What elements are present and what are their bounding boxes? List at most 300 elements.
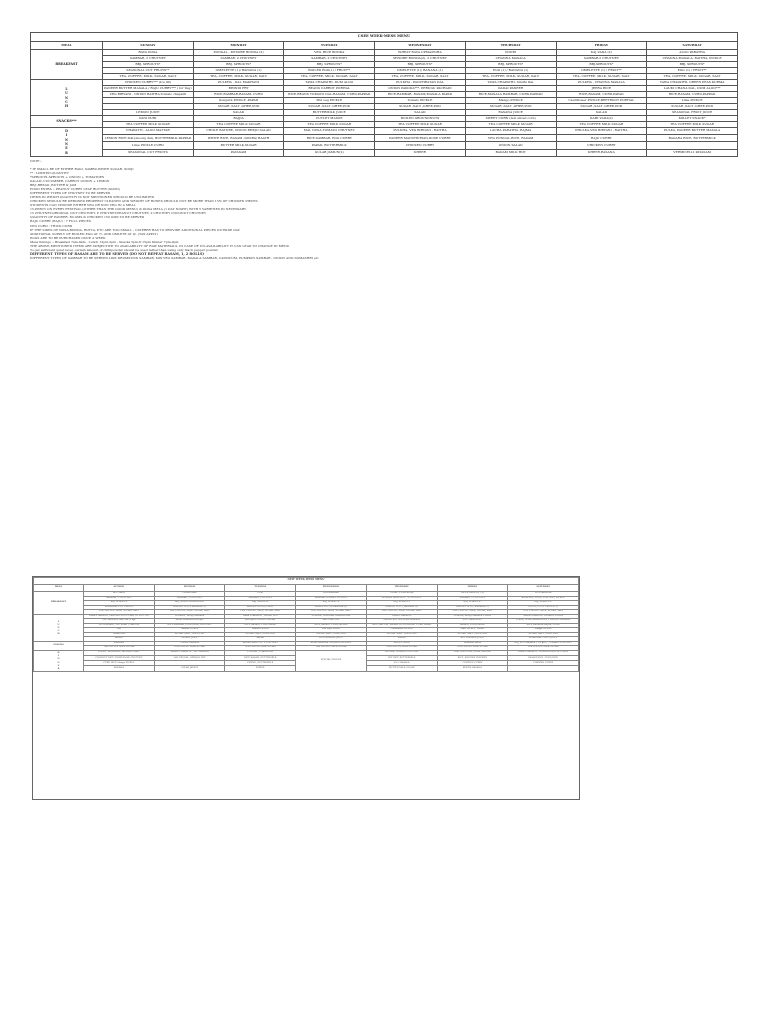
menu-cell: PULKHA , BHAJI MASALA: [154, 614, 225, 619]
menu-cell: SMALL CHAPATHI , VEG BIRYANI: [154, 650, 225, 655]
menu-cell: TEA COFFEE MILK SUGAR: [465, 122, 556, 128]
menu-cell: BBJ, VEG MASALA ( 1/2 pcs ) , TOMATO CHUTNEY: [508, 641, 579, 646]
menu-cell: BAJJIA: [193, 116, 284, 122]
menu-cell: SALAD: [375, 110, 466, 116]
menu-cell: KADAI PANEER: [465, 86, 556, 92]
menu-cell: BREAD ROLL (1) / 2 CHUTNEY: [225, 641, 296, 646]
menu-cell: BUTTERMILK JUICE: [437, 637, 508, 642]
menu-cell: PANEER BUTTER MASALA / RAJU CURRY*** ( for Veg): [104, 85, 192, 90]
menu-page-2: [32, 576, 580, 800]
menu-cell: PANEER MANCHURIAN,DOSE CURRY: [375, 135, 466, 142]
menu-cell: MILLET SNACK*: [647, 116, 738, 122]
menu-cell: SWEET CORN: [366, 641, 437, 646]
menu-cell: SAMBAR,PURMA CHUTNEY: [296, 596, 367, 601]
menu-cell: GULAB JAMUN(2): [284, 149, 375, 156]
header-friday: FRIDAY: [437, 584, 508, 592]
menu-cell: SALAD: [556, 110, 647, 116]
menu-cell: ALOO PARATHA: [647, 50, 738, 56]
menu-cell: UPMA / CHEA BHAJI: [366, 592, 437, 597]
menu-cell: [508, 666, 579, 671]
menu-cell: VEG. RICE BONDA: [284, 50, 375, 56]
menu-cell: IDLI & VADA (2), [S]: [437, 592, 508, 597]
menu-cell: SAMBAR, 2 CHUTNEY: [154, 596, 225, 601]
menu-cell: DAL GHEE DAL, DOSA, RAITHA: [437, 650, 508, 655]
menu-cell: PHULKA , CHANA DAL: [225, 650, 296, 655]
menu-cell: SUGAR ,SALT ,GHEE,POD: [437, 632, 508, 637]
menu-cell: OMELETTE (1)/ BANANA (1): [296, 605, 367, 610]
menu-cell: OMELETTE (1) / FRUIT**: [556, 68, 647, 74]
dinner-row: [31, 128, 738, 135]
menu-cell: TAWA CHAPATHI: [366, 614, 437, 619]
menu-cell: Cauliflower PICKLE: [366, 628, 437, 633]
menu-cell: PANI PURI: [103, 116, 194, 122]
menu-cell: OMELETTE (1)/ BANANA (1): [154, 605, 225, 610]
menu-cell: SUGAR ,SALT ,GHEE,POD: [556, 104, 647, 110]
note-line: VEG CURD : THICK CURD: [30, 223, 73, 228]
weekly-menu-table: [30, 32, 738, 157]
menu-cell: TAWA CHAPATHI , MIXED VEG: [225, 614, 296, 619]
menu-cell: RAVA DOSA: [103, 50, 194, 56]
header-sunday: SUNDAY: [84, 584, 155, 592]
dinner-meal-label: [31, 128, 103, 157]
menu-cell: RICE,DAL FRY, RASAM,BUTTERMILK, CURD,PAPAD: [366, 623, 437, 628]
menu-cell: Tomato PICKLE: [375, 98, 466, 104]
menu-cell: Lime PICKLE,CURD: [103, 142, 194, 149]
menu-cell: PULKHA , ANDHRA TOMATO DAL: [296, 614, 367, 619]
header-wednesday: WEDNESDAY: [375, 42, 466, 50]
menu-cell: RICE,RASAM, CURD,PAPPAD: [296, 623, 367, 628]
menu-cell: RICE,SAMBAR,CURD,DOSE,CHUTNEY: [154, 623, 225, 628]
menu-cell: TAWA CHAPATHI, CHAPATHI KOFTA CURRY: [508, 650, 579, 655]
menu-cell: TEA, COFFEE, MILK, SUGAR, SALT: [296, 610, 367, 615]
menu-cell: [647, 142, 738, 149]
menu-cell: LEMON JUICE: [154, 637, 225, 642]
menu-cell: SAMBAR, 2 CHUTNEY: [193, 56, 284, 62]
menu-cell: TEA, COFFEE, MILK, SUGAR, SALT: [437, 610, 508, 615]
snacks-meal-label-text: SNACKS: [53, 643, 64, 647]
menu-cell: ONION PAKODA***, PERUGU PACHADI: [375, 86, 466, 92]
menu-cell: PULKHA, VEG BIRYANI , RAITHA: [375, 128, 466, 135]
menu-cell: BUTTERMILK JUICE: [284, 110, 375, 116]
menu-cell: WHITE RICE, RASAM ,DOSRA/ BAATH: [193, 135, 284, 142]
menu-cell: BBJ, SPROUTS*: [647, 62, 738, 68]
note-line: *SPROUTS-SPROUTS + ONION + TOMATOES: [30, 174, 105, 179]
menu-cell: SUGAR ,SALT ,GHEE,POD: [225, 632, 296, 637]
menu-cell: KHEER: [375, 149, 466, 156]
menu-cell: EGG MASALA: [366, 661, 437, 666]
menu-cell: IDLI/SAMBAR: [296, 592, 367, 597]
menu-cell: Tomato PICKLE: [154, 628, 225, 633]
menu-cell: Tomato PICKLE: [225, 628, 296, 633]
menu-cell: KHEER: [225, 666, 296, 671]
menu-cell: Lime PICKLE: [647, 98, 738, 104]
menu-cell: BBJ, SPROUTS: [366, 601, 437, 606]
menu-cell: TORAI DAL: [84, 632, 155, 637]
menu-cell: VEG BIRYANI , ONION RAITHA,Tomato chapatti: [103, 92, 194, 98]
menu-cell: KHEER RASANA: [437, 666, 508, 671]
menu-cell: ALU VADA: [84, 592, 155, 597]
menu-cell: Mix veg PICKLE: [284, 98, 375, 104]
menu-cell: VEG PARATHA: [508, 592, 579, 597]
menu-cell: TEA, COFFEE, MILK, SUGAR, SALT: [225, 610, 296, 615]
menu-cell: EGG (1) / FRUIT**: [647, 68, 738, 74]
menu-cell: BBJ, SPROUTS: [225, 601, 296, 606]
note-line: ADDITIONAL SUPPLY OF BOILED EGG AT 7/- AND OMLETE AT 9/- (TAX APPLY): [30, 231, 158, 236]
menu-notes: [30, 159, 738, 260]
note-line: STUDENTS CAN CHOOSE EITHER VEG OR NON VEG IN A MEAL: [30, 203, 136, 208]
header-saturday: SATURDAY: [508, 584, 579, 592]
menu-cell: BBJ, SPROUTS*: [103, 62, 194, 68]
note-line: Mess timings :- Breakfast 7am-9am , Lunch 12pm-2pm , Snacks 5pm-6:15pm Dinner 7pm-9pm: [30, 239, 179, 244]
menu-cell: CUTLET MASOE: [284, 116, 375, 122]
menu-cell: RASANA JUICE: [465, 110, 556, 116]
note-line: THE ABOVE-MENTIONED ITEMS ARE SUBJECTIVE TO AVAILABILITY OF RAW MATERIALS. IN CASE OF UN-AVAILABILITY IT CAN LEAD TO CHANGE IN MENU: [30, 243, 290, 248]
header-friday: FRIDAY: [556, 42, 647, 50]
menu-cell: WHEAT RAVA UPMA/POHA: [375, 50, 466, 56]
lunch-meal-label: [34, 614, 84, 641]
header-monday: MONDAY: [193, 42, 284, 50]
menu-cell: SUGAR ,SALT ,GHEE,POD: [284, 104, 375, 110]
menu-cell: BBJ, SPROUTS: [84, 601, 155, 606]
menu-cell: EGG (1) / BANANA (1): [465, 68, 556, 74]
note-line: QUANTITY OF PANEER- 80 GMS & CHICKEN 150 GMS TO BE SERVED: [30, 215, 145, 220]
menu-cell: JEERA RICE: [556, 86, 647, 92]
menu-cell: KAJ VADA (2): [556, 50, 647, 56]
menu-cell: VERMICELLI PAYASAM: [647, 149, 738, 156]
menu-cell: BBJ, SPROUTS*: [284, 62, 375, 68]
snacks-meal-label-text: SNACKS***: [56, 118, 77, 123]
breakfast-meal-label: [31, 50, 103, 80]
menu-page-1: [30, 32, 738, 260]
menu-cell: LEMON RICE,DAL(moong dal), BUTTERMILK,PAPPAD: [103, 135, 194, 142]
menu-cell: RICE,RASAM, CURD,PAPAD: [225, 623, 296, 628]
menu-cell: OMELETTE (1), BANANA (1): [437, 605, 508, 610]
note-line: BBJ:-BREAD ,BUTTER & JAM: [30, 183, 77, 188]
header-meal: MEAL: [31, 42, 103, 50]
dinner-meal-label-text: DINNER: [65, 128, 68, 155]
breakfast-meal-label-text: BREAKFAST: [55, 61, 78, 66]
menu-cell: GULAB JAMUN: [154, 666, 225, 671]
menu-cell: RICE,SAMBAR, EGG CURRY: [284, 135, 375, 142]
menu-cell: PICKLE ,BUTTERMILK: [225, 661, 296, 666]
lunch-meal-label-text: LUNCH: [57, 619, 60, 636]
menu-cell: DAHI VADA(2): [556, 116, 647, 122]
menu-cell: PULKHA , PANCHRATAN DAL: [375, 80, 466, 86]
snacks-meal-label: [31, 116, 103, 128]
menu-cell: SAMBAR, 2 CHUTNEY: [284, 56, 375, 62]
header-wednesday: WEDNESDAY: [296, 584, 367, 592]
snacks-meal-label: [34, 641, 84, 650]
menu-cell: PULKHA , CHANNA MASALA: [556, 80, 647, 86]
menu-cell: EGG (1) / CUT FRUITS (1): [508, 605, 579, 610]
menu-cell: BBJ, SPROUTS: [296, 601, 367, 606]
menu-cell: ONION SALAD: [465, 142, 556, 149]
menu-cell: ONION BUTTER PEAS MASALA: [366, 619, 437, 624]
note-line: ** : LIMITED QUANTITY: [30, 170, 69, 175]
menu-cell: RASAM, CURD,PAPAD: [437, 623, 508, 628]
lunch-meal-label-text: LUNCH: [65, 86, 69, 109]
menu-cell: VEG. SAMPLING: [437, 619, 508, 624]
menu-cell: CHOLE PAKODA: [154, 641, 225, 646]
menu-cell: SAMBAR, 2 CHUTNEY: [437, 596, 508, 601]
menu-cell: BOILED EGG(1) / FRUIT**: [284, 68, 375, 74]
menu-cell: TEA COFFEE MILK SUGAR: [84, 646, 155, 651]
menu-cell: Lime PICKLE, PAPAD: [437, 628, 508, 633]
header-tuesday: TUESDAY: [225, 584, 296, 592]
menu-cell: BANANA: [84, 666, 155, 671]
note-line: SALAD:-CUCUMBER, CARROT, ONION + LEMON: [30, 178, 110, 183]
menu-cell: DAL FRY,DAL, BRINJAL FRY: [154, 655, 225, 660]
menu-cell: PULAV , KURMA BE TALUKA CURRY: [84, 650, 155, 655]
menu-cell: TEA COFFEE MILK SUGAR: [284, 122, 375, 128]
weekly-menu-table-2: [33, 577, 579, 672]
menu-cell: SEASONAL FRUIT JUICE: [508, 637, 579, 642]
menu-cell: MYSORE BONDA(2), 2 CHUTNEY: [375, 56, 466, 62]
menu-cell: TEA, COFFEE, MILK, SUGAR, SALT: [284, 74, 375, 80]
menu-cell: PULKHA, BHAJI MASALA CURRY: [437, 614, 508, 619]
menu-cell: LAUKI CHANA DAL, DUM ALOO***: [647, 86, 738, 92]
header-row-2: [34, 584, 579, 592]
menu-cell: TEA COFFEE MILK SUGAR: [437, 646, 508, 651]
note-line: NOTE:-: [30, 158, 42, 163]
menu-cell: PAPAD, BUTTERMILK: [284, 142, 375, 149]
menu-cell: SUGAR ,SALT ,GHEE,POD: [465, 104, 556, 110]
header-row: [31, 42, 738, 50]
menu-cell: TEA COFFEE MILK SUGAR: [225, 646, 296, 651]
menu-cell: CHICKEN CURRY: [437, 661, 508, 666]
menu-cell: PURI: [225, 592, 296, 597]
note-line: ITEMS IN WHICH QUANTITY IS NOT MENTIONED SHOULD BE UNLIMITED: [30, 195, 155, 200]
menu-cell: SAMOSA: [84, 641, 155, 646]
menu-cell: Gongura PICKLE ,PAPAD: [193, 98, 284, 104]
special-dinner-cell: SPECIAL DINNER: [296, 650, 367, 671]
menu-cell: TEA COFFEE MILK SUGAR: [375, 122, 466, 128]
menu-cell: SUGAR ,SALT ,GHEE,POD: [193, 104, 284, 110]
menu-cell: TEA COFFEE MILK SUGAR: [556, 122, 647, 128]
menu-cell: RICE,MASALA RAMBAR, CURD,PAPPAD: [465, 92, 556, 98]
menu-cell: TEA, COFFEE, MILK, SUGAR, SALT: [366, 610, 437, 615]
menu-cell: TEA, COFFEE, MILK, SUGAR, SALT: [465, 74, 556, 80]
menu-cell: PHULKA,VEG BIRYANI , RAITHA: [556, 128, 647, 135]
menu-cell: TEA, COFFEE, MILK, SUGAR, SALT: [556, 74, 647, 80]
menu-cell: TAWA CHAPATHI, DUM ALOO: [284, 80, 375, 86]
menu-cell: VEG PONGAL,RICE, RASAM: [465, 135, 556, 142]
note-line: DIFFERENT TYPES OF SAMBAR TO BE SERVED LIKE DRUMSTICK SAMBAR, MIX VEG SAMBAR, MASALA SAMBAR, CAPSICUM, PUMPKIN SAMBAR , ONION AND SOMASHRI etc: [30, 255, 319, 260]
menu-cell: CHICKEN CURRY: [508, 661, 579, 666]
menu-cell: SALAD: [366, 637, 437, 642]
menu-cell: BBJ, SPROUTS*: [193, 62, 284, 68]
menu-cell: CHAPATTI , ALOO MATTAR: [103, 128, 194, 135]
menu-cell: RICE,RAMBAR,RASAM, CURD: [193, 92, 284, 98]
menu-cell: BHINDI FRY: [193, 86, 284, 92]
menu-cell: ALOO MASALA BRINJAL: [154, 619, 225, 624]
menu-cell: SALAD: [84, 637, 155, 642]
menu-cell: TEA COFFEE MILK SUGAR: [193, 122, 284, 128]
menu-cell: SEASONAL FRUIT JUICE: [647, 110, 738, 116]
menu-cell: MYSORE BONDA (2) , 2 CHUTNEY: [366, 596, 437, 601]
menu-cell: VEG BIRYANI, RAITHA (1 ug): [84, 619, 155, 624]
menu-cell: MAL DOSA,TOMATO CHUTNEY: [284, 128, 375, 135]
note-line: EGGS ARE TO BE PURCHASED ONCE A WEEK: [30, 235, 106, 240]
menu-cell: PHULKA, TOMATO CHUTNEY: [366, 650, 437, 655]
menu-cell: Dal: [84, 628, 155, 633]
menu-cell: RAJU CURRY: [556, 135, 647, 142]
menu-table-body-2: [34, 592, 579, 671]
menu-cell: BOILED GROUNDNUTS: [375, 116, 466, 122]
menu-cell: TAWA CHAPATHI, GREEN PEAS KURMA: [647, 80, 738, 86]
header-meal: MEAL: [34, 584, 84, 592]
note-line: 15 CHUTNEY-ORIGINAL NUT CHUTNEY, P CHUTNEY,PEANUT CHUTNEY, 2 CHUTNEY COCONUT CHUTNEY: [30, 211, 207, 216]
menu-cell: RASAM,RICE, CURD,RICE: [508, 655, 579, 660]
menu-cell: SALAD: [193, 110, 284, 116]
header-sunday: SUNDAY: [103, 42, 194, 50]
menu-cell: LACHA PARATHA ,RAJMA: [465, 128, 556, 135]
note-line: * IF SMALL BE OF EITHER RAGI, SAMBU,WHITE SUGAR, SOOJI: [30, 166, 134, 171]
menu-cell: TAWA CHAPATHI, PANEER/ EGG CURRY (1/ VEG 1/2): [84, 614, 155, 619]
menu-cell: SEASONAL CUT FRUITS**: [103, 68, 194, 74]
menu-cell: TEA COFFEE MILK SUGAR: [508, 646, 579, 651]
note-line: IF THE SIDES OF DOSA,BONDA, ROTTA, ETC ARE TOO SMALL , CATERER HAS TO PROVIDE ADDITIONAL PIECES OUTSIDE DAY.: [30, 227, 241, 232]
menu-cell: TEA, COFFEE, MILK, SUGAR, SALT: [508, 610, 579, 615]
menu-cell: SAMBAR,2 CHUTNEY: [556, 56, 647, 62]
menu-cell: BBJ, SPROUTS*: [508, 601, 579, 606]
menu-cell: OMELETTE (1)/ BANANA (1): [193, 68, 284, 74]
menu-cell: Cauliflower PICKLE,BEETROOT PORIYAL: [556, 98, 647, 104]
menu-cell: RICE,RASAM, BUTTERMILK: [225, 655, 296, 660]
menu-cell: SAMBAR, 2 CHUTNEY: [103, 56, 194, 62]
header-thursday: THURSDAY: [366, 584, 437, 592]
menu-cell: CHANNA MASALA, RAITHA, PICKLE: [647, 56, 738, 62]
menu-cell: RICE,RAMBAR,BAJRA, CURD: [508, 623, 579, 628]
menu-cell: SUGAR ,SALT ,GHEE,POD: [647, 104, 738, 110]
menu-cell: BBJ, SPROUTS*: [375, 62, 466, 68]
dinner-meal-label-text: DINNER: [57, 650, 60, 670]
menu-cell: TAWA CHAPATHI, Sindhi Dal,: [465, 80, 556, 86]
header-tuesday: TUESDAY: [284, 42, 375, 50]
breakfast-meal-label-text: BREAKFAST: [50, 600, 67, 604]
menu-cell: SUGAR ,SALT ,GHEE,POD: [375, 104, 466, 110]
menu-cell: CHICKEN CURRY: [556, 142, 647, 149]
menu-cell: BBJ,SPROUTS*: [556, 62, 647, 68]
menu-cell: BADAM MILK HOT: [465, 149, 556, 156]
menu-cell: SALAD: [225, 637, 296, 642]
menu-cell: TEA COFFEE MILK SUGAR: [103, 122, 194, 128]
note-line: DIFFERENT TYPES OF RASAM ARE TO BE SERVED (DO NOT REPEAT RASAM, 1, 2 ROLLS): [30, 251, 205, 256]
menu-cell: TAWA CHAPATHI, TOMATO CURRY: [508, 614, 579, 619]
note-line: To get sufficient quiet level, certain amount of chillipowder should be used rather than using only black pepper powder.: [30, 247, 219, 252]
menu-cell: BEANS CARROT PORIYAL: [284, 86, 375, 92]
menu-cell: ROTI DAL FRY: [296, 619, 367, 624]
dinner-row: [31, 149, 738, 156]
menu-cell: RICE, ANDHRA CHICKEN: [437, 655, 508, 660]
menu-cell: TEA COFFEE MILK SUGAR: [154, 646, 225, 651]
menu-cell: SEASONAL CUT FRUITS: [103, 149, 194, 156]
menu-cell: TEA, COFFEE, MILK, SUGAR, SALT: [647, 74, 738, 80]
menu-cell: ALOO SAMOSA / ONION CHUTNEY: [296, 641, 367, 646]
menu-cell: TEA, COFFEE, MILK, SUGAR, SALT: [375, 74, 466, 80]
header-monday: MONDAY: [154, 584, 225, 592]
menu-cell: POORI/Tawa: [154, 592, 225, 597]
menu-cell: PAYASAM: [193, 149, 284, 156]
menu-cell: OMELETTE (1)/ BANANA (1): [375, 68, 466, 74]
menu-cell: CHICKEN CURRY*** (Ice 90): [103, 80, 194, 86]
menu-cell: ALOO-SEV, CURD, CHUTNEY, PICKLE: [508, 596, 579, 601]
header-thursday: THURSDAY: [465, 42, 556, 50]
menu-cell: BUTTERMILK JUICE: [296, 637, 367, 642]
menu-cell: BBJ, SPROUTS*: [465, 62, 556, 68]
note-line: 15-PERCY ON EVERY FESTIVAL (OTHER THAN THE GOOD MENU) & DOSA MELA (1 DAY NIGHT) WITH 5 VARIETIES IN NECESSARY: [30, 207, 247, 212]
menu-cell: LEMON JUICE: [103, 110, 194, 116]
menu-table-body: [31, 50, 738, 156]
menu-cell: BAGARA RICE, BUTTERMILK: [647, 135, 738, 142]
header-saturday: SATURDAY: [647, 42, 738, 50]
menu-cell: SUGAR ,SALT ,GHEE,POD: [296, 632, 367, 637]
menu-cell: COCONUT RICE,THREESOME CHUTNEY: [84, 655, 155, 660]
menu-cell: TEA, COFFEE, MILK, SUGAR, SALT: [193, 74, 284, 80]
note-line: CHICKEN SHOULD BE DEBONED PROPERLY CLEANED AND WEIGHT OF BONES SHOULD NOT BE MORE THAN 15% OF CHICKEN PIECES: [30, 199, 258, 204]
menu-cell: BOILED EGG(1)/ FRUIT: [225, 605, 296, 610]
menu-cell: SAMBAR, CHUTNEY: [225, 596, 296, 601]
menu-title: CSEE WEEK-MESS MENU: [31, 33, 738, 42]
menu-cell: KHEER,RASANA: [556, 149, 647, 156]
lunch-meal-label: [31, 80, 103, 116]
menu-cell: CURD RICE,Mango PICKLE: [84, 661, 155, 666]
menu-cell: TEA, COFFEE, MILK, SUGAR, SALT: [84, 610, 155, 615]
menu-cell: MASALA VADA: [437, 641, 508, 646]
menu-cell: SUGAR ,SALT ,GHEE,POD: [154, 632, 225, 637]
menu-cell: POORI: [465, 50, 556, 56]
dinner-row: [31, 135, 738, 142]
menu-cell: Mango PICKLE: [508, 628, 579, 633]
menu-cell: SWEET CORN (boil sliced corn): [465, 116, 556, 122]
menu-cell: BBJ, SPROUTS/MORNING: [154, 601, 225, 606]
menu-cell: OMELETTE (1) ,BANANA (1): [366, 605, 437, 610]
menu-cell: Mango PICKLE: [465, 98, 556, 104]
menu-cell: BUTTER MILK,SUGAR: [193, 142, 284, 149]
menu-cell: BUTTER MILK SUGAR: [366, 666, 437, 671]
menu-cell: BRINJAL/POTATO PORIYAL: [225, 619, 296, 624]
menu-cell: TEA COFFEE MILK SUGAR: [366, 646, 437, 651]
menu-cell: RICE,BEANS TOMATO DAL,RASAM, CURD,PAPPAD: [284, 92, 375, 98]
menu-cell: VEG BIRYANI, VEG KHATT, RAITHA: [84, 623, 155, 628]
dinner-row: [31, 142, 738, 149]
menu-cell: CHICKEN CURRY: [375, 142, 466, 149]
menu-cell: SUGAR ,SALT ,GHEE,POD: [508, 632, 579, 637]
menu-cell: CHOLE BATURE, ONION BHEJO SALAD: [193, 128, 284, 135]
menu-title-2: NEW WEEK-MESS MENU: [34, 578, 579, 585]
menu-cell: TEA, COFFEE, MILK, SUGAR, SALT: [103, 74, 194, 80]
menu-cell: PULKHA , DAL MAKHANI: [193, 80, 284, 86]
note-line: FOOD EXTRA :- PEANUT CURRY LEAF BUTTER (SOON): [30, 187, 120, 192]
menu-cell: TEA COFFEE MILK SUGAR: [296, 646, 367, 651]
menu-cell: TEA COFFEE MILK SUGAR: [647, 122, 738, 128]
menu-cell: BBJ, SPROUTS*: [437, 601, 508, 606]
menu-cell: SAMBAR, 2 CHUTNEY: [84, 596, 155, 601]
menu-cell: PULKA, PANEER BUTTER MASALA: [647, 128, 738, 135]
menu-cell: FRY RICE,BUTTERMILK: [366, 655, 437, 660]
menu-cell: RICE,RASAM, CURD,PAPAD: [556, 92, 647, 98]
menu-cell: RICE,RASAM, CURD,PAPPAD: [647, 92, 738, 98]
breakfast-meal-label: [34, 592, 84, 615]
menu-cell: CHANNA MASALA: [465, 56, 556, 62]
note-line: RAJU CURRY (RAJU) : 7 FULL PIECES: [30, 219, 91, 224]
menu-cell: PONGAL , MYSORE BONDA (2): [193, 50, 284, 56]
menu-cell: TORAI, PEAS,MASALA DRY, CHICKEN MASALA: [508, 619, 579, 624]
note-line: DIFFERENT TYPES OF CHUTNEY TO BE SERVED: [30, 191, 111, 196]
menu-cell: SUGAR ,SALT ,GHEE,POD: [366, 632, 437, 637]
dinner-meal-label: [34, 650, 84, 671]
menu-cell: Mix veg PICKLE: [296, 628, 367, 633]
